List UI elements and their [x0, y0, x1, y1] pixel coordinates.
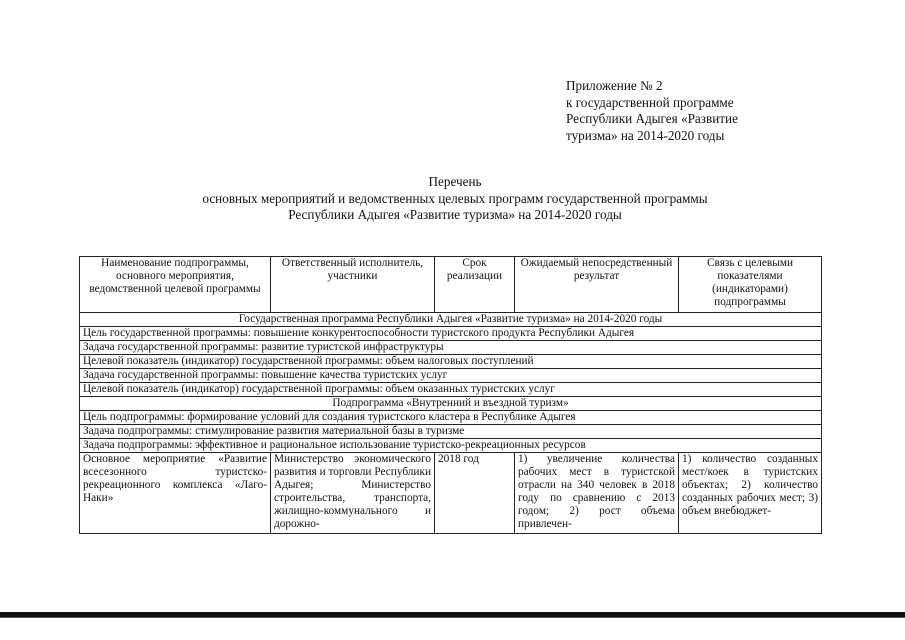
table-row [80, 369, 822, 383]
title-line-3: Республики Адыгея «Развитие туризма» на 2014-2020 годы [288, 207, 622, 222]
event-indicators-cell: 1) количество созданных мест/коек в туристских объектах; 2) количество созданных рабочих мест; 3) объем внебюджет- [679, 453, 822, 534]
header-cell-indicators: Связь с целевыми показателями (индикаторами) подпрограммы [679, 257, 822, 313]
program-title-cell: Государственная программа Республики Адыгея «Развитие туризма» на 2014-2020 годы [80, 313, 822, 327]
subprogram-title-cell: Подпрограмма «Внутренний и въездной туризм» [80, 397, 822, 411]
appendix-line: Республики Адыгея «Развитие [566, 111, 738, 126]
table-row [80, 341, 822, 355]
document-title [60, 174, 850, 224]
scan-bottom-edge-shadow [0, 617, 905, 618]
table-row [80, 397, 822, 411]
event-executor-cell: Министерство экономического развития и торговли Республики Адыгея; Министерство строительства, транспорта, жилищно-коммунального и дорожно- [271, 453, 435, 534]
header-cell-term: Срок реализации [435, 257, 515, 313]
header-cell-name: Наименование подпрограммы, основного мероприятия, ведомственной целевой программы [80, 257, 271, 313]
subprogram-task-cell: Задача подпрограммы: стимулирование развития материальной базы в туризме [80, 425, 822, 439]
table-row [80, 411, 822, 425]
header-cell-result: Ожидаемый непосредственный результат [515, 257, 679, 313]
table-row [80, 327, 822, 341]
measures-table [79, 256, 822, 534]
title-line-2: основных мероприятий и ведомственных целевых программ государственной программы [202, 190, 708, 206]
table-row [80, 383, 822, 397]
table-row [80, 425, 822, 439]
subprogram-task-cell: Задача подпрограммы: эффективное и рациональное использование туристско-рекреационных ресурсов [80, 439, 822, 453]
table-row [80, 453, 822, 534]
program-task-cell: Задача государственной программы: повышение качества туристских услуг [80, 369, 822, 383]
table-row [80, 439, 822, 453]
appendix-note [566, 78, 826, 144]
title-line-1: Перечень [428, 174, 482, 189]
event-name-cell: Основное мероприятие «Развитие всесезонного туристско-рекреационного комплекса «Лаго-Наки» [80, 453, 271, 534]
appendix-line: к государственной программе [566, 94, 734, 110]
table-header-row [80, 257, 822, 313]
program-task-cell: Задача государственной программы: развитие туристской инфраструктуры [80, 341, 822, 355]
table-row [80, 355, 822, 369]
header-cell-executor: Ответственный исполнитель, участники [271, 257, 435, 313]
table-row [80, 313, 822, 327]
subprogram-goal-cell: Цель подпрограммы: формирование условий для создания туристского кластера в Республике Адыгея [80, 411, 822, 425]
event-term-cell: 2018 год [435, 453, 515, 534]
event-result-cell: 1) увеличение количества рабочих мест в туристской отрасли на 340 человек в 2018 году по сравнению с 2013 годом; 2) рост объема привлечен- [515, 453, 679, 534]
program-goal-cell: Цель государственной программы: повышение конкурентоспособности туристского продукта Республики Адыгея [80, 327, 822, 341]
program-indicator-cell: Целевой показатель (индикатор) государственной программы: объем оказанных туристских услуг [80, 383, 822, 397]
appendix-line: Приложение № 2 [566, 78, 663, 93]
appendix-line: туризма» на 2014-2020 годы [566, 127, 725, 143]
program-indicator-cell: Целевой показатель (индикатор) государственной программы: объем налоговых поступлений [80, 355, 822, 369]
